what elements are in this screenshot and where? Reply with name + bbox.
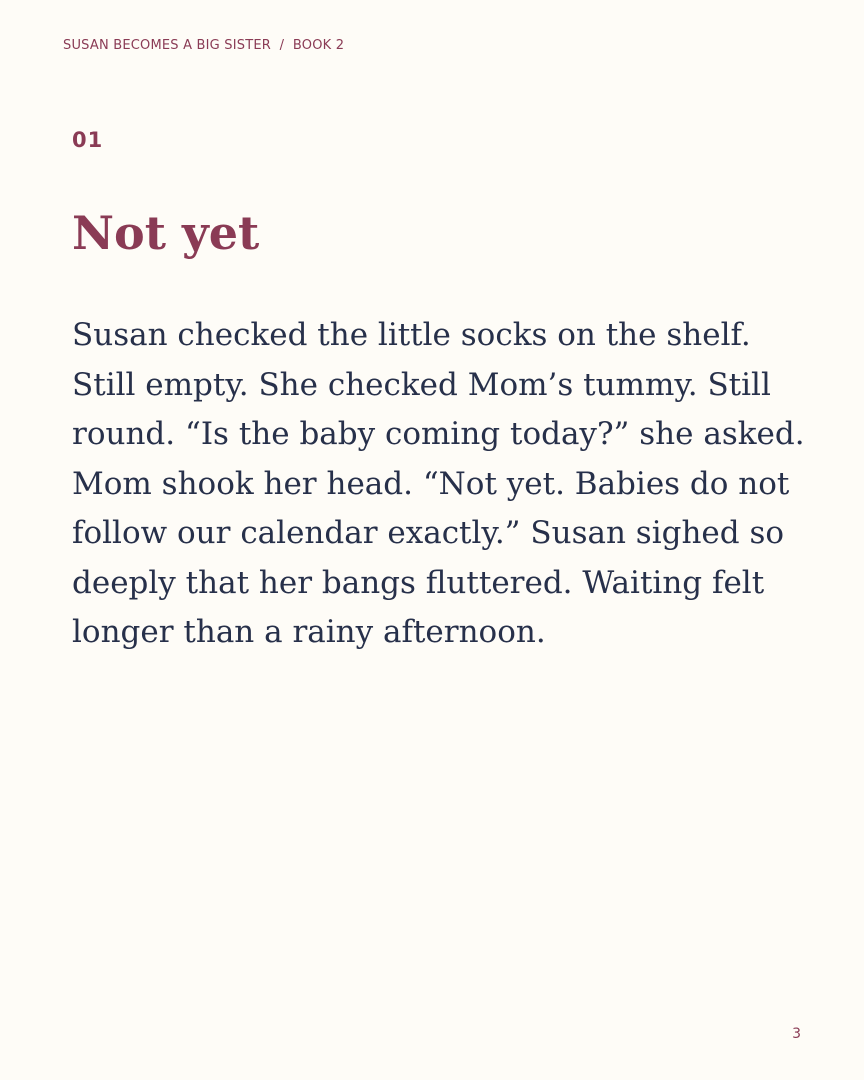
chapter-number: 01: [72, 128, 104, 152]
page-number: 3: [792, 1026, 801, 1042]
chapter-title: Not yet: [72, 206, 260, 260]
running-header: SUSAN BECOMES A BIG SISTER / BOOK 2: [63, 38, 345, 53]
chapter-body-text: Susan checked the little socks on the shelf. Still empty. She checked Mom’s tummy. Still round. “Is the baby coming today?” she asked. Mom shook her head. “Not yet. Babies do not follow our calendar exactly.” Susan sighed so deeply that her bangs fluttered. Waiting felt longer than a rainy afternoon.: [72, 317, 805, 650]
